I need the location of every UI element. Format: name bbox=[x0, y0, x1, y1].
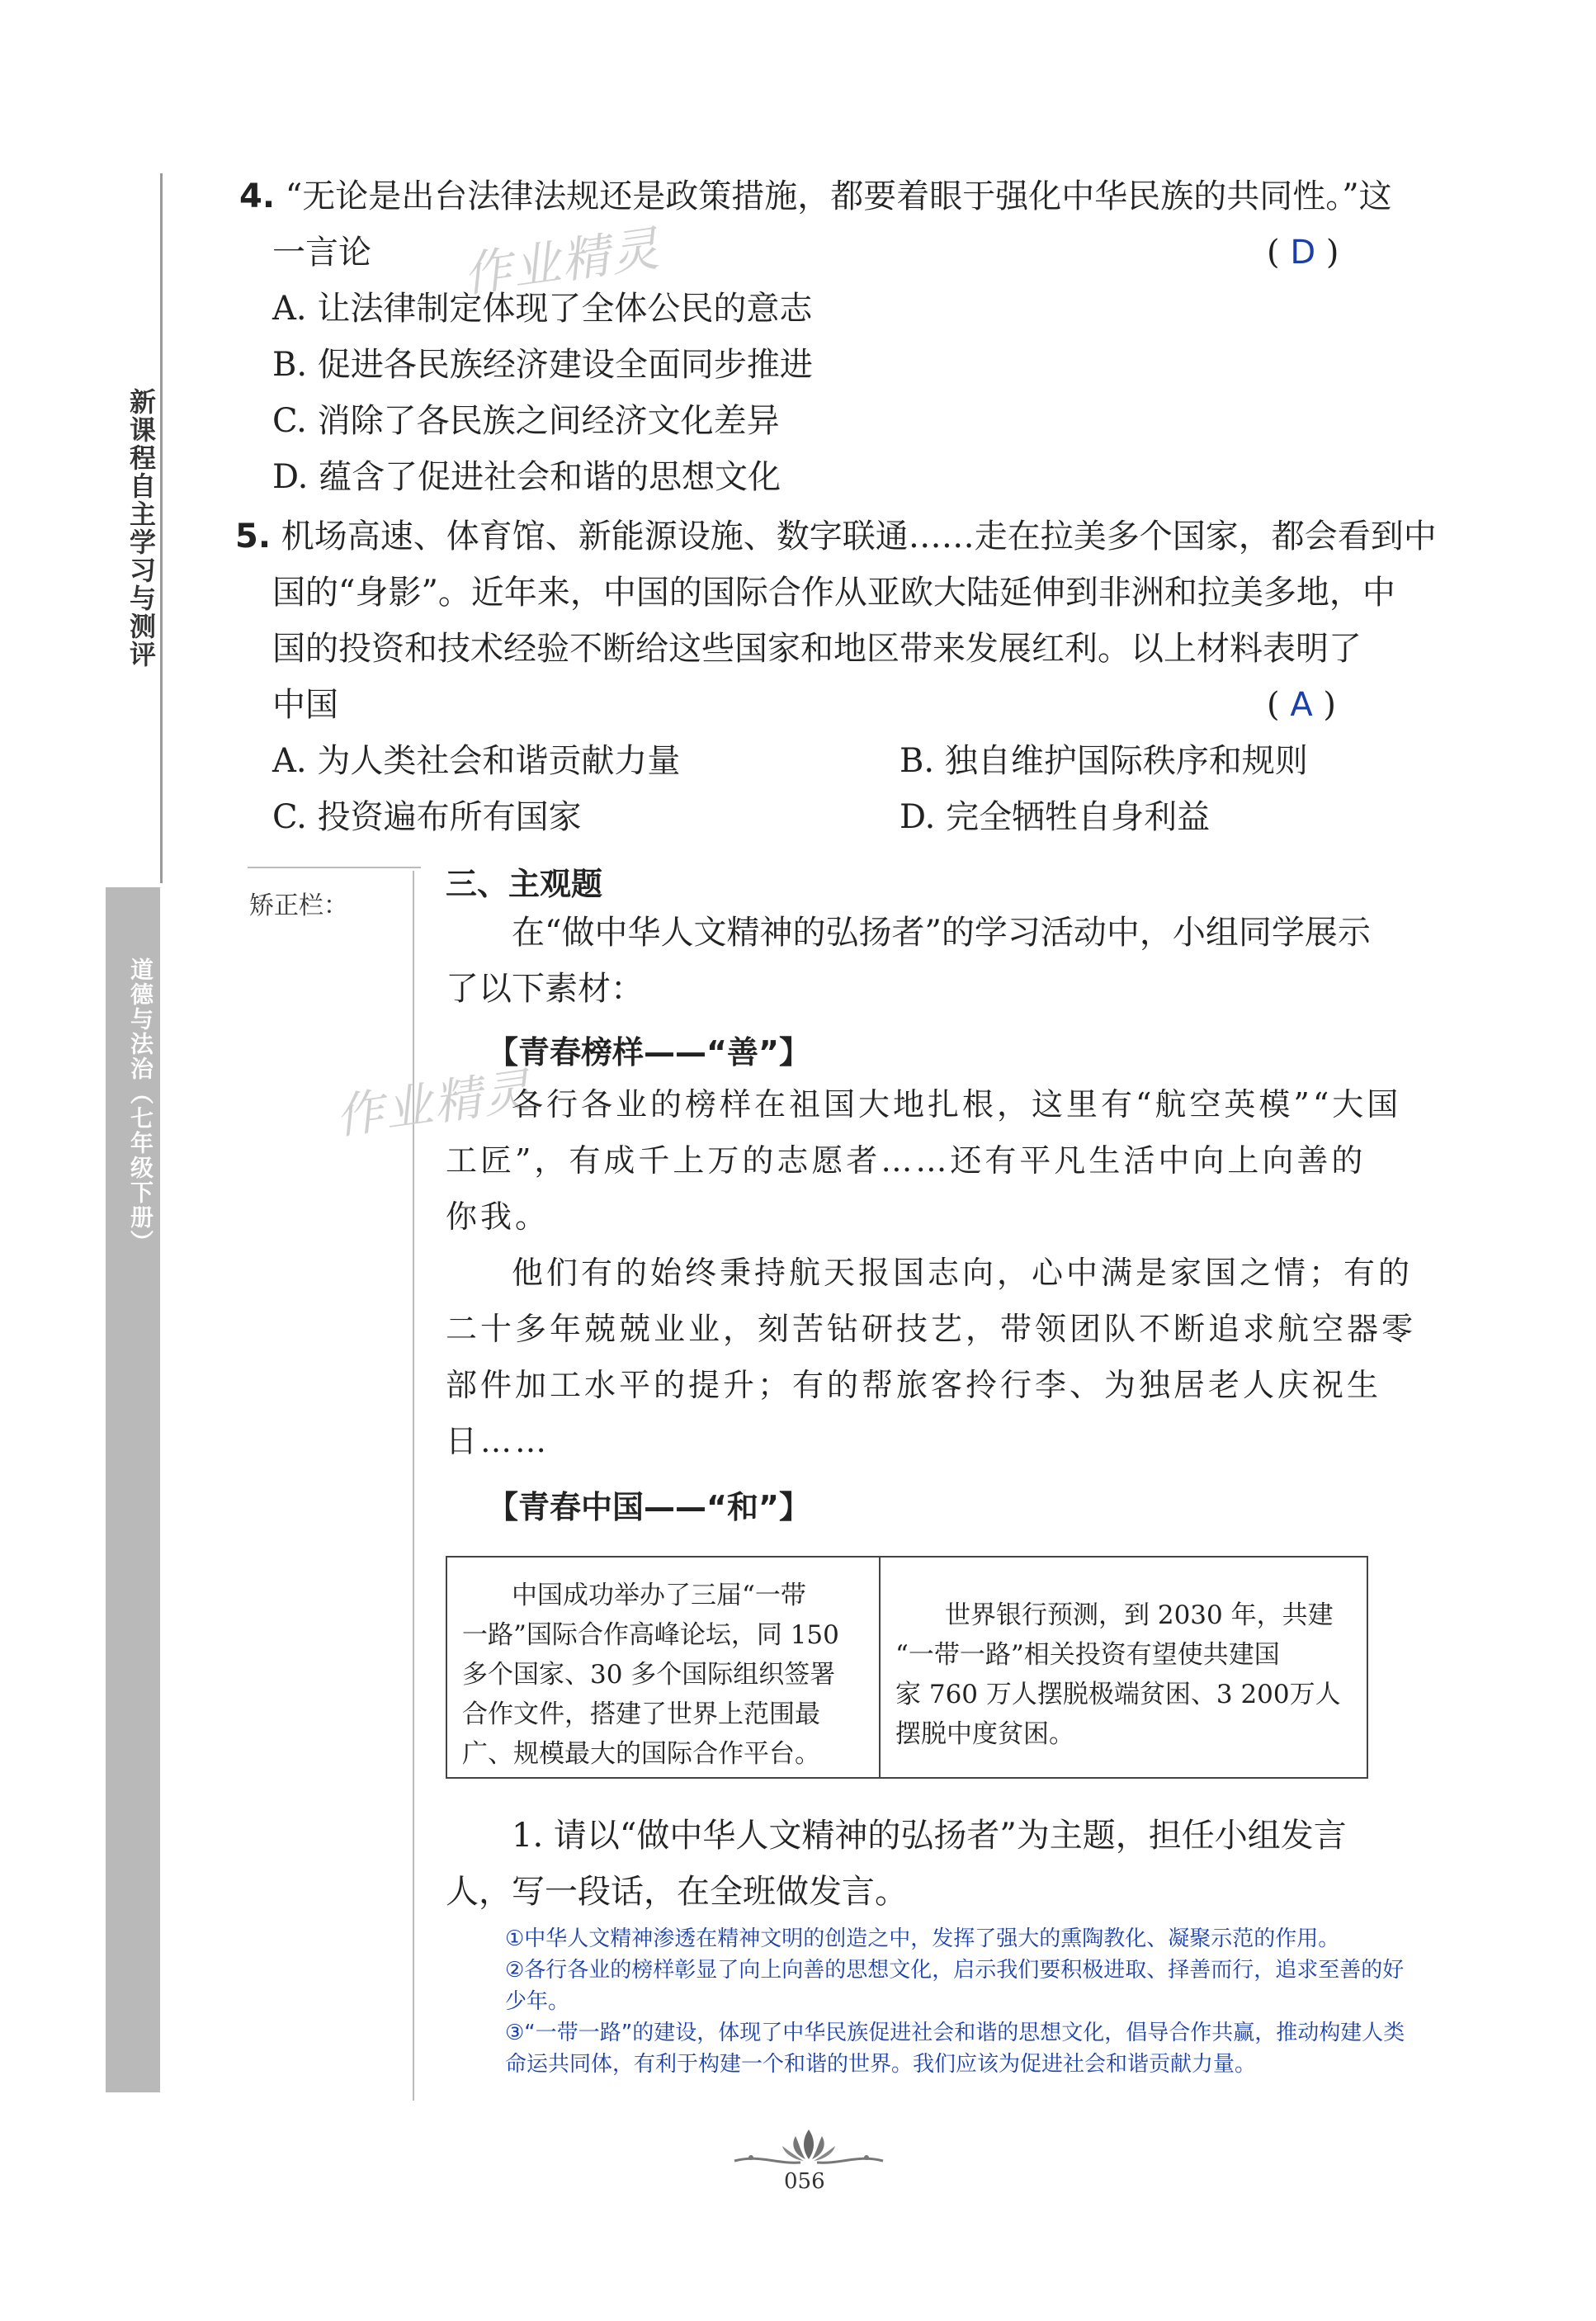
block2-title: 【青春中国——“和”】 bbox=[487, 1489, 810, 1525]
q5-stem-text: 机场高速、体育馆、新能源设施、数字联通……走在拉美多个国家，都会看到中 bbox=[281, 518, 1437, 555]
q5-stem-line4: 中国 bbox=[272, 686, 338, 724]
q5-option-d: D. 完全牺牲自身利益 bbox=[900, 798, 1211, 836]
question1-line2: 人，写一段话，在全班做发言。 bbox=[446, 1873, 908, 1911]
q4-option-d: D. 蕴含了促进社会和谐的思想文化 bbox=[272, 458, 781, 496]
sidebar-book-title: 新课程自主学习与测评 bbox=[125, 388, 157, 669]
block1-line: 你我。 bbox=[446, 1198, 550, 1235]
q5-stem-line1 bbox=[235, 513, 1437, 560]
table-left-line: 广、规模最大的国际合作平台。 bbox=[462, 1739, 820, 1769]
block1-line: 日…… bbox=[446, 1423, 550, 1459]
block1-line: 各行各业的榜样在祖国大地扎根，这里有“航空英模”“大国 bbox=[512, 1086, 1402, 1123]
q5-option-b: B. 独自维护国际秩序和规则 bbox=[900, 742, 1308, 780]
q4-stem-line1 bbox=[239, 173, 1392, 220]
q4-answer-bracket: ( D ) bbox=[1267, 234, 1339, 272]
q5-option-a: A. 为人类社会和谐贡献力量 bbox=[272, 742, 681, 780]
correction-label: 矫正栏： bbox=[249, 891, 348, 920]
answer-line: ③“一带一路”的建设，体现了中华民族促进社会和谐的思想文化，倡导合作共赢，推动构建人类 bbox=[505, 2021, 1405, 2045]
table-cell-left bbox=[447, 1558, 881, 1777]
q5-stem-line3: 国的投资和技术经验不断给这些国家和地区带来发展红利。以上材料表明了 bbox=[272, 630, 1362, 668]
block1-line: 工匠”，有成千上万的志愿者……还有平凡生活中向上向善的 bbox=[446, 1142, 1367, 1179]
block1-line: 二十多年兢兢业业，刻苦钻研技艺，带领团队不断追求航空器零 bbox=[446, 1311, 1417, 1347]
footer-ornament-icon bbox=[726, 2121, 891, 2171]
q4-option-a: A. 让法律制定体现了全体公民的意志 bbox=[272, 290, 813, 328]
correction-column bbox=[173, 871, 414, 2101]
q4-stem-line2: 一言论 bbox=[272, 234, 371, 272]
block1-line: 部件加工水平的提升；有的帮旅客拎行李、为独居老人庆祝生 bbox=[446, 1367, 1382, 1403]
answer-line: 少年。 bbox=[505, 1989, 570, 2014]
q5-answer: A bbox=[1290, 686, 1313, 724]
table-left-line: 一路”国际合作高峰论坛，同 150 bbox=[462, 1620, 839, 1650]
table-right-line: 摆脱中度贫困。 bbox=[895, 1719, 1074, 1749]
q4-stem-text: “无论是出台法律法规还是政策措施，都要着眼于强化中华民族的共同性。”这 bbox=[285, 177, 1392, 215]
table-left-line: 中国成功举办了三届“一带 bbox=[512, 1581, 806, 1610]
answer-line: ②各行各业的榜样彰显了向上向善的思想文化，启示我们要积极进取、择善而行，追求至善的好 bbox=[505, 1958, 1405, 1983]
q5-answer-bracket: ( A ) bbox=[1267, 686, 1337, 724]
q5-stem-line2: 国的“身影”。近年来，中国的国际合作从亚欧大陆延伸到非洲和拉美多地，中 bbox=[272, 574, 1395, 612]
q4-answer: D bbox=[1290, 234, 1316, 272]
material-table bbox=[446, 1556, 1368, 1779]
correction-divider bbox=[248, 867, 421, 868]
table-cell-right bbox=[881, 1558, 1367, 1777]
table-right-line: 家 760 万人摆脱极端贫困、3 200万人 bbox=[895, 1680, 1341, 1709]
sidebar-subject-title: 道德与法治（七年级下册） bbox=[127, 957, 154, 1255]
question1-line1: 1. 请以“做中华人文精神的弘扬者”为主题，担任小组发言 bbox=[512, 1817, 1347, 1855]
table-left-line: 合作文件，搭建了世界上范围最 bbox=[462, 1699, 820, 1729]
block1-line: 他们有的始终秉持航天报国志向，心中满是家国之情；有的 bbox=[512, 1255, 1414, 1291]
table-right-line: “一带一路”相关投资有望使共建国 bbox=[895, 1640, 1280, 1670]
q5-number: 5. bbox=[235, 518, 272, 555]
answer-line: 命运共同体，有利于构建一个和谐的世界。我们应该为促进社会和谐贡献力量。 bbox=[505, 2052, 1257, 2077]
watermark: 作业精灵 bbox=[332, 1061, 536, 1146]
section-title: 三、主观题 bbox=[446, 866, 603, 902]
q4-option-c: C. 消除了各民族之间经济文化差异 bbox=[272, 402, 780, 440]
section-intro-line2: 了以下素材： bbox=[446, 970, 644, 1008]
table-right-line: 世界银行预测，到 2030 年，共建 bbox=[945, 1600, 1334, 1630]
answer-line: ①中华人文精神渗透在精神文明的创造之中，发挥了强大的熏陶教化、凝聚示范的作用。 bbox=[505, 1926, 1340, 1951]
block1-title: 【青春榜样——“善”】 bbox=[487, 1034, 810, 1071]
q4-number: 4. bbox=[239, 177, 276, 215]
watermark: 作业精灵 bbox=[460, 220, 664, 304]
q5-option-c: C. 投资遍布所有国家 bbox=[272, 798, 582, 836]
q4-option-b: B. 促进各民族经济建设全面同步推进 bbox=[272, 346, 813, 384]
page-number: 056 bbox=[784, 2169, 825, 2194]
table-left-line: 多个国家、30 多个国际组织签署 bbox=[462, 1660, 836, 1690]
section-intro-line1: 在“做中华人文精神的弘扬者”的学习活动中，小组同学展示 bbox=[512, 914, 1371, 952]
